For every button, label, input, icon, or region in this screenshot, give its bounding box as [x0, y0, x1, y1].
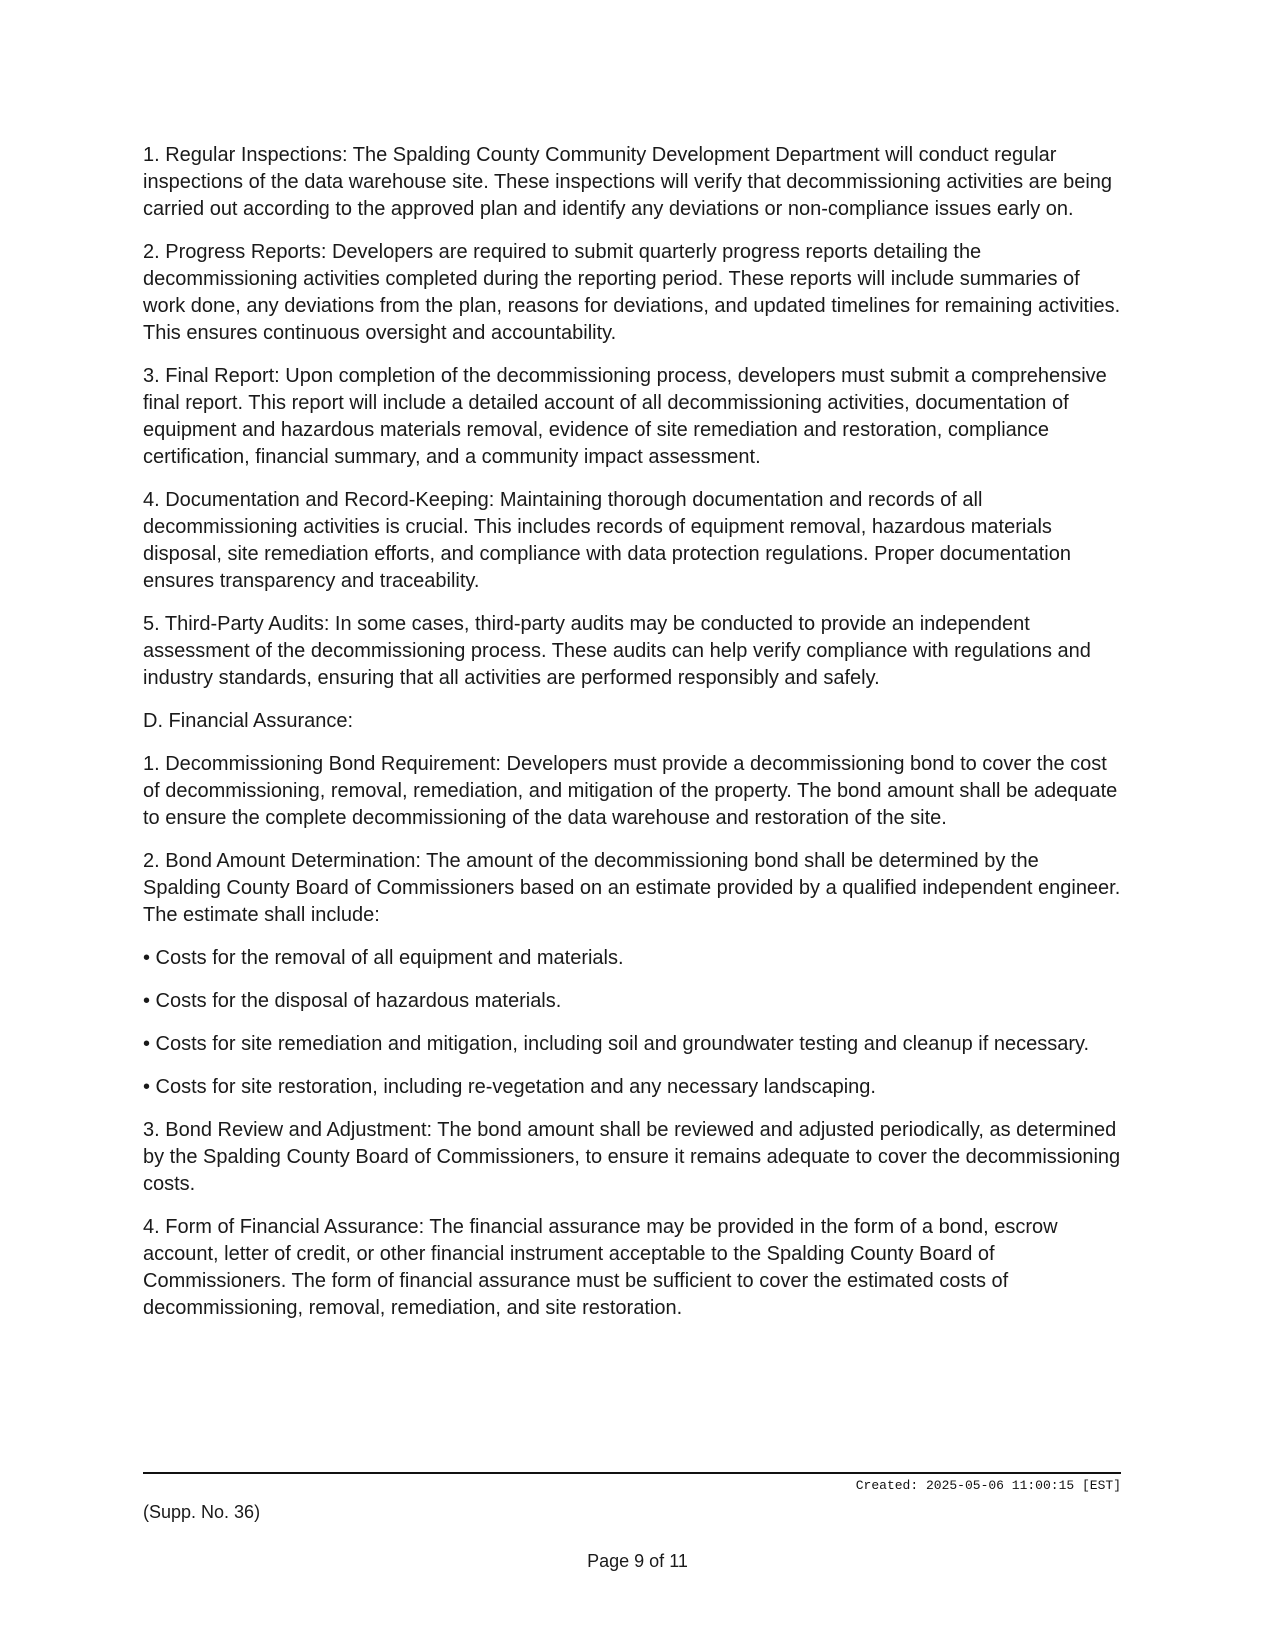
bullet-equipment-removal-costs: • Costs for the removal of all equipment and materials.	[143, 947, 624, 969]
paragraph-documentation-record-keeping: 4. Documentation and Record-Keeping: Maintaining thorough documentation and records of all decommissioning activities is crucial. This includes records of equipment removal, hazardous materials disposal, site remediation efforts, and compliance with data protection regulations. Proper documentation ensures transparency and traceability.	[143, 489, 1071, 592]
paragraph-form-of-financial-assurance: 4. Form of Financial Assurance: The financial assurance may be provided in the form of a bond, escrow account, letter of credit, or other financial instrument acceptable to the Spalding County Board of Commissioners. The form of financial assurance must be sufficient to cover the estimated costs of decommissioning, removal, remediation, and site restoration.	[143, 1216, 1058, 1319]
bullet-site-restoration-costs: • Costs for site restoration, including re-vegetation and any necessary landscaping.	[143, 1076, 876, 1098]
document-body	[143, 142, 1121, 1338]
footer-divider	[143, 1472, 1121, 1474]
page-number: Page 9 of 11	[587, 1551, 688, 1571]
supp-number: (Supp. No. 36)	[143, 1502, 261, 1522]
paragraph-bond-amount-determination: 2. Bond Amount Determination: The amount of the decommissioning bond shall be determined by the Spalding County Board of Commissioners based on an estimate provided by a qualified independent engineer. The estimate shall include:	[143, 850, 1121, 926]
paragraph-bond-review-adjustment: 3. Bond Review and Adjustment: The bond amount shall be reviewed and adjusted periodically, as determined by the Spalding County Board of Commissioners, to ensure it remains adequate to cover the decommissioning costs.	[143, 1119, 1121, 1195]
bullet-hazardous-disposal-costs: • Costs for the disposal of hazardous materials.	[143, 990, 562, 1012]
paragraph-financial-assurance-heading: D. Financial Assurance:	[143, 710, 354, 732]
paragraph-progress-reports: 2. Progress Reports: Developers are required to submit quarterly progress reports detailing the decommissioning activities completed during the reporting period. These reports will include summaries of work done, any deviations from the plan, reasons for deviations, and updated timelines for remaining activities. This ensures continuous oversight and accountability.	[143, 241, 1121, 344]
paragraph-regular-inspections: 1. Regular Inspections: The Spalding County Community Development Department will conduct regular inspections of the data warehouse site. These inspections will verify that decommissioning activities are being carried out according to the approved plan and identify any deviations or non-compliance issues early on.	[143, 144, 1113, 220]
bullet-site-remediation-costs: • Costs for site remediation and mitigation, including soil and groundwater testing and cleanup if necessary.	[143, 1033, 1090, 1055]
created-timestamp: Created: 2025-05-06 11:00:15 [EST]	[855, 1478, 1121, 1493]
paragraph-final-report: 3. Final Report: Upon completion of the decommissioning process, developers must submit a comprehensive final report. This report will include a detailed account of all decommissioning activities, documentation of equipment and hazardous materials removal, evidence of site remediation and restoration, compliance certification, financial summary, and a community impact assessment.	[143, 365, 1107, 468]
paragraph-decommissioning-bond-requirement: 1. Decommissioning Bond Requirement: Developers must provide a decommissioning bond to cover the cost of decommissioning, removal, remediation, and mitigation of the property. The bond amount shall be adequate to ensure the complete decommissioning of the data warehouse and restoration of the site.	[143, 753, 1118, 829]
paragraph-third-party-audits: 5. Third-Party Audits: In some cases, third-party audits may be conducted to provide an independent assessment of the decommissioning process. These audits can help verify compliance with regulations and industry standards, ensuring that all activities are performed responsibly and safely.	[143, 613, 1091, 689]
